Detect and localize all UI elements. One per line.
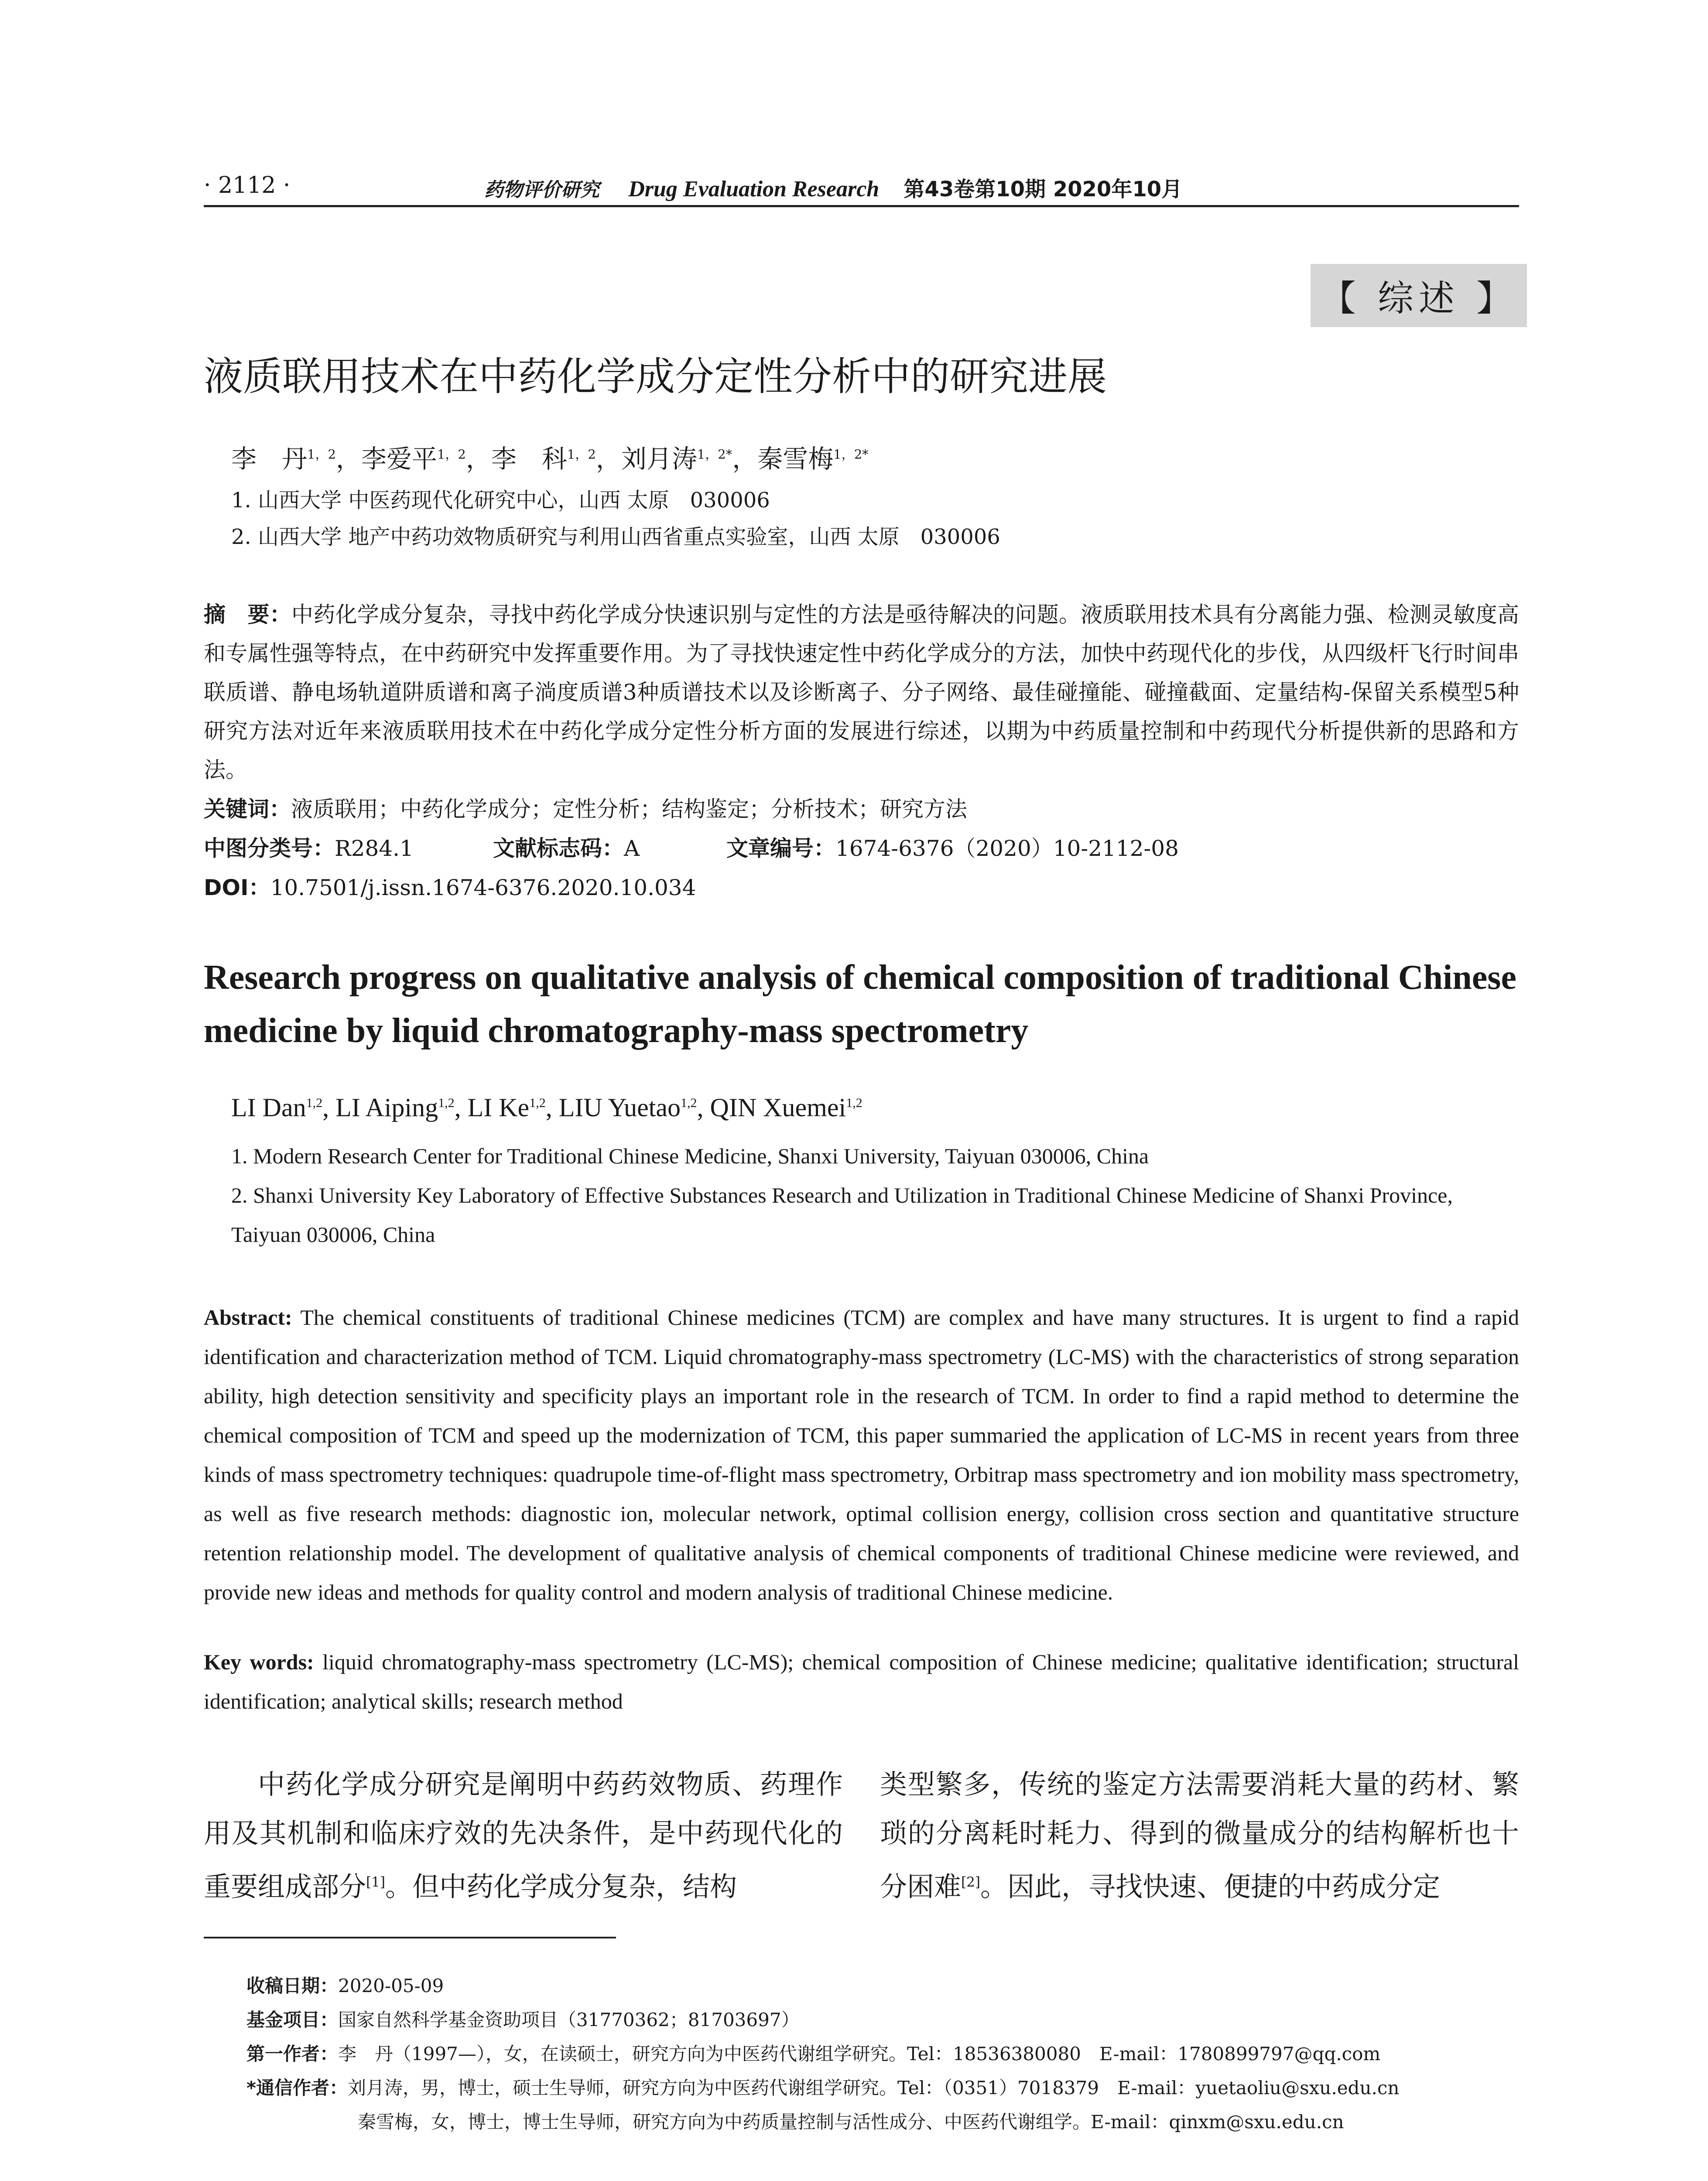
author-sup: 1,2 <box>529 1096 546 1110</box>
author-cn: 刘月涛 <box>621 444 697 474</box>
doc-code <box>493 831 640 862</box>
author-en: QIN Xuemei <box>710 1093 846 1122</box>
footnote-value: 刘月涛，男，博士，硕士生导师，研究方向为中医药代谢组学研究。Tel：（0351）7018379 E-mail：yuetaoliu@sxu.edu.cn <box>347 2077 1400 2099</box>
body-text: 中药化学成分研究是阐明中药药效物质、药理作用及其机制和临床疗效的先决条件，是中药现代化的重要组成部分 <box>204 1768 843 1903</box>
section-label: 【 综述 】 <box>1311 264 1527 327</box>
clc-value: R284.1 <box>335 836 414 861</box>
journal-en-name: Drug Evaluation Research <box>628 177 880 202</box>
footnote-rule <box>204 1937 616 1938</box>
article-label: 文章编号： <box>726 836 835 861</box>
footnote-first-author <box>246 2040 1380 2066</box>
keywords-en-text: liquid chromatography-mass spectrometry (LC-MS); chemical composition of Chinese medicine; qualitative identification; structural identification; analytical skills; research method <box>204 1650 1520 1713</box>
footnote-received <box>246 1972 444 1998</box>
title-en: Research progress on qualitative analysis of chemical composition of traditional Chinese medicine by liquid chromatography-mass spectrometry <box>204 958 1516 1050</box>
footnote-label: *通信作者： <box>246 2077 348 2099</box>
body-text: 类型繁多，传统的鉴定方法需要消耗大量的药材、繁琐的分离耗时耗力、得到的微量成分的结构解析也十分困难 <box>880 1768 1519 1903</box>
author-sup: 1，2* <box>833 447 869 462</box>
keywords-cn-label: 关键词： <box>204 797 291 822</box>
affiliation-en: 2. Shanxi University Key Laboratory of Effective Substances Research and Utilization in Traditional Chinese Medicine of Shanxi Province, Taiyuan 030006, China <box>231 1183 1453 1247</box>
author-cn: 李 丹 <box>231 444 308 474</box>
article-number <box>726 831 1179 862</box>
author-sup: 1，2 <box>437 447 466 462</box>
author-cn: 李爱平 <box>361 444 437 474</box>
footnote-value: 2020-05-09 <box>338 1975 444 1996</box>
journal-cn-logo: 药物评价研究 <box>484 179 599 201</box>
footnote-value: 李 丹（1997—），女，在读硕士，研究方向为中医药代谢组学研究。Tel：18536380080 E-mail：1780899797@qq.com <box>338 2043 1381 2065</box>
author-cn: 李 科 <box>491 444 567 474</box>
doi-label: DOI： <box>204 875 270 900</box>
header-rule <box>204 205 1519 207</box>
title-cn: 液质联用技术在中药化学成分定性分析中的研究进展 <box>204 354 1107 400</box>
author-sup: 1,2 <box>846 1096 863 1110</box>
abstract-en-text: The chemical constituents of traditional Chinese medicines (TCM) are complex and have many structures. It is urgent to find a rapid identification and characterization method of TCM. Liquid chromatography-mass spectrometry (LC-MS) with the characteristics of strong separation ability, high detection sensitivity and specificity plays an important role in the research of TCM. In order to find a rapid method to determine the chemical composition of TCM and speed up the modernization of TCM, this paper summaried the application of LC-MS in recent years from three kinds of mass spectrometry techniques: quadrupole time-of-flight mass spectrometry, Orbitrap mass spectrometry and ion mobility mass spectrometry, as well as five research methods: diagnostic ion, molecular network, optimal collision energy, collision cross section and quantitative structure retention relationship model. The development of qualitative analysis of chemical components of traditional Chinese medicine were reviewed, and provide new ideas and methods for quality control and modern analysis of traditional Chinese medicine. <box>204 1305 1519 1604</box>
doi-value: 10.7501/j.issn.1674-6376.2020.10.034 <box>270 875 696 900</box>
author-sup: 1,2 <box>306 1096 323 1110</box>
authors-cn: 李 丹$^{1,2}$，李爱平$^{1,2}$，李 科$^{1,2}$，刘月涛$^{1,2*}$，秦雪梅$^{1,2*}$ <box>231 444 869 474</box>
author-en: LI Aiping <box>335 1093 438 1122</box>
author-en: LI Ke <box>467 1093 530 1122</box>
keywords-en <box>204 1642 1519 1721</box>
article-value: 1674-6376（2020）10-2112-08 <box>835 836 1179 861</box>
footnote-value: 国家自然科学基金资助项目（31770362；81703697） <box>338 2009 800 2031</box>
journal-issue: 第43卷第10期 2020年10月 <box>904 177 1183 202</box>
clc-label: 中图分类号： <box>204 836 335 861</box>
citation: [1] <box>366 1874 385 1890</box>
abstract-en-label: Abstract: <box>204 1305 292 1330</box>
affiliation-cn: 1. 山西大学 中医药现代化研究中心，山西 太原 030006 <box>231 488 770 513</box>
footnote-label: 第一作者： <box>246 2043 339 2065</box>
author-en: LI Dan <box>231 1093 306 1122</box>
author-sup: 1，2 <box>307 447 336 462</box>
running-header <box>484 172 1226 202</box>
footnote-corresponding <box>246 2074 1399 2100</box>
doc-value: A <box>624 836 640 861</box>
footnote-label: 基金项目： <box>246 2009 339 2031</box>
author-sup: 1，2* <box>697 447 732 462</box>
affiliation-en: 1. Modern Research Center for Traditional Chinese Medicine, Shanxi University, Taiyuan 030006, China <box>231 1144 1149 1168</box>
doi <box>204 870 696 902</box>
author-sup: 1,2 <box>681 1096 697 1110</box>
classification-line <box>204 831 414 862</box>
abstract-cn-text: 中药化学成分复杂，寻找中药化学成分快速识别与定性的方法是亟待解决的问题。液质联用技术具有分离能力强、检测灵敏度高和专属性强等特点，在中药研究中发挥重要作用。为了寻找快速定性中药化学成分的方法，加快中药现代化的步伐，从四级杆飞行时间串联质谱、静电场轨道阱质谱和离子淌度质谱3种质谱技术以及诊断离子、分子网络、最佳碰撞能、碰撞截面、定量结构-保留关系模型5种研究方法对近年来液质联用技术在中药化学成分定性分析方面的发展进行综述，以期为中药质量控制和中药现代分析提供新的思路和方法。 <box>204 602 1520 783</box>
author-cn: 秦雪梅 <box>757 444 834 474</box>
body-column-left <box>204 1760 843 1911</box>
abstract-cn-label: 摘 要： <box>204 602 292 627</box>
body-text: 。因此，寻找快速、便捷的中药成分定 <box>980 1870 1440 1903</box>
keywords-cn-text: 液质联用；中药化学成分；定性分析；结构鉴定；分析技术；研究方法 <box>291 797 967 822</box>
footnote-fund <box>246 2006 800 2032</box>
footnote-corresponding-2: 秦雪梅，女，博士，博士生导师，研究方向为中药质量控制与活性成分、中医药代谢组学。E-mail：qinxm@sxu.edu.cn <box>358 2111 1344 2133</box>
affiliation-cn: 2. 山西大学 地产中药功效物质研究与利用山西省重点实验室，山西 太原 030006 <box>231 525 1000 549</box>
keywords-en-label: Key words: <box>204 1650 314 1674</box>
footnote-label: 收稿日期： <box>246 1975 339 1996</box>
keywords-cn <box>204 792 967 823</box>
abstract-en <box>204 1298 1519 1612</box>
citation: [2] <box>961 1874 980 1890</box>
authors-en: LI Dan$^{1,2}$, LI Aiping$^{1,2}$, LI Ke$^{1,2}$, LIU Yuetao$^{1,2}$, QIN Xuemei$^{1,2}$ <box>231 1093 863 1122</box>
abstract-cn <box>204 595 1519 790</box>
body-text: 。但中药化学成分复杂，结构 <box>385 1870 737 1903</box>
author-en: LIU Yuetao <box>558 1093 681 1122</box>
body-column-right <box>880 1760 1519 1911</box>
author-sup: 1,2 <box>438 1096 455 1110</box>
page-number: · 2112 · <box>204 172 291 198</box>
author-sup: 1，2 <box>567 447 596 462</box>
doc-label: 文献标志码： <box>493 836 624 861</box>
